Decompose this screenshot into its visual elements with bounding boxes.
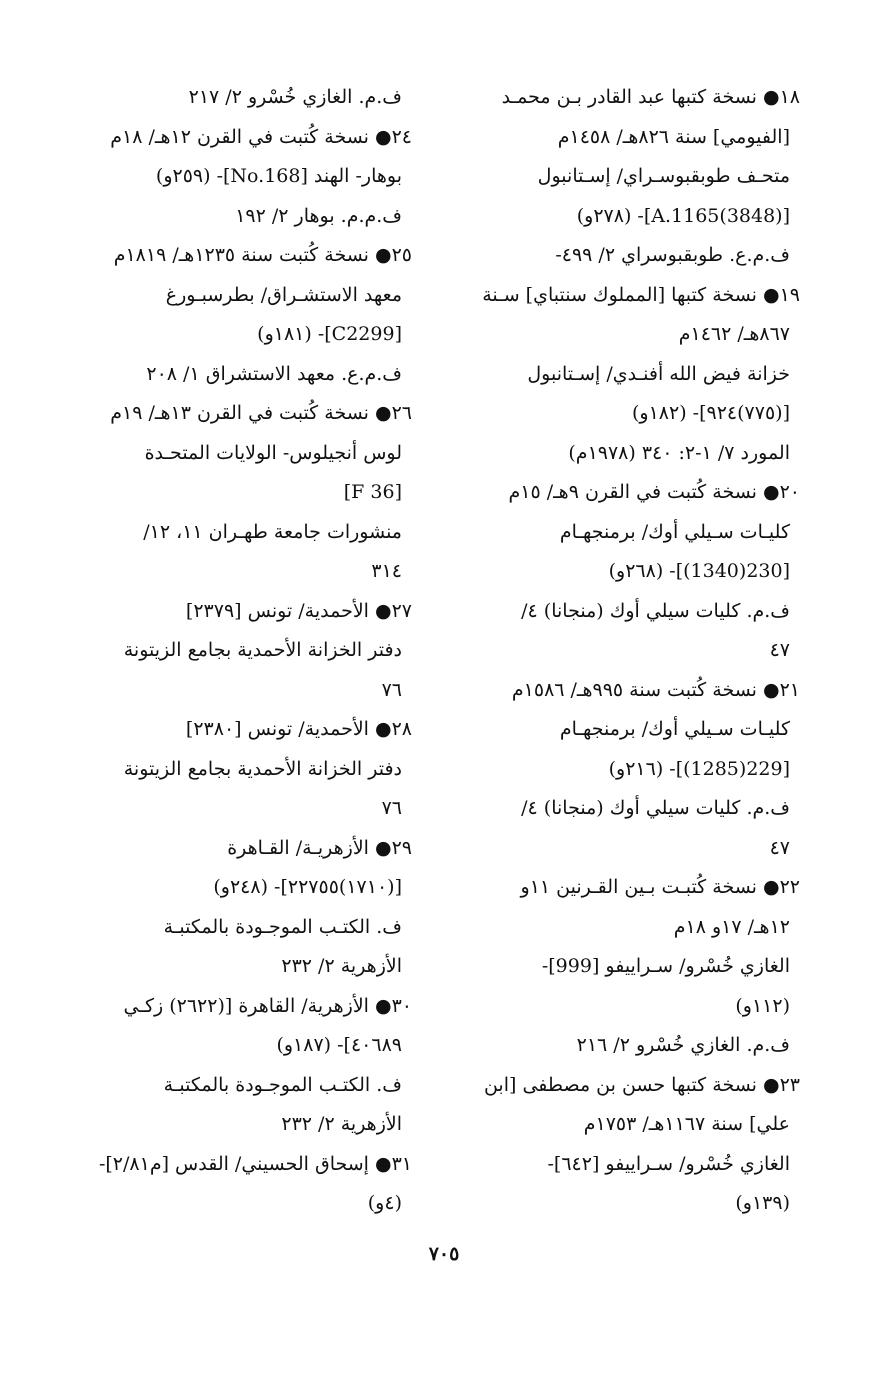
entry-line: الأزهرية ٢/ ٢٣٢ <box>281 955 402 977</box>
entry-line: ٤٧ <box>769 836 790 859</box>
entry-line: ٤٠٦٨٩]- (١٨٧و) <box>276 1034 402 1056</box>
entry-heading-line: ٢٠● نسخة كُتبت في القرن ٩هـ/ ١٥م <box>508 481 800 503</box>
right-column <box>455 78 800 1224</box>
entry-line: ف.م. الغازي خُسْرو ٢/ ٢١٧ <box>188 86 402 108</box>
entry-line: علي] سنة ١١٦٧هـ/ ١٧٥٣م <box>583 1113 790 1135</box>
entry-line: ٧٦ <box>381 678 402 701</box>
entry-line: متحـف طوبقبوسـراي/ إسـتانبول <box>537 165 790 187</box>
entry-heading-line: ٣٠● الأزهرية/ القاهرة [(٢٦٢٢) زكـي <box>123 994 412 1017</box>
entry-line: خزانة فيض الله أفنـدي/ إسـتانبول <box>527 362 790 385</box>
entry-heading-line: ٢٢● نسخة كُتبـت بـين القـرنين ١١و <box>520 876 800 898</box>
entry-heading-line: ٢٩● الأزهريـة/ القـاهرة <box>227 836 412 859</box>
entry-heading-line: ٣١● إسحاق الحسيني/ القدس [م٢/٨١]- <box>98 1152 412 1175</box>
entry-line: [C2299]- (١٨١و) <box>257 323 402 345</box>
entry-line: منشورات جامعة طهـران ١١، ١٢/ <box>143 520 402 543</box>
entry-heading-line: ١٨● نسخة كتبها عبد القادر بـن محمـد <box>501 86 800 108</box>
entry-line: ٧٦ <box>381 797 402 819</box>
entry-line: ف.م. الغازي خُسْرو ٢/ ٢١٦ <box>576 1034 790 1056</box>
entry-line: ف.م. كليات سيلي أوك (منجانا) ٤/ <box>521 797 790 819</box>
entry-heading-line: ٢١● نسخة كُتبت سنة ٩٩٥هـ/ ١٥٨٦م <box>511 678 800 701</box>
entry-line: ف.م.م. بوهار ٢/ ١٩٢ <box>235 204 402 227</box>
entry-line: دفتر الخزانة الأحمدية بجامع الزيتونة <box>123 639 402 661</box>
entry-line: ف.م.ع. معهد الاستشراق ١/ ٢٠٨ <box>146 362 402 385</box>
entry-line: ف.م.ع. طوبقبوسراي ٢/ ٤٩٩- <box>555 244 790 266</box>
entry-line: المورد ٧/ ١-٢: ٣٤٠ (١٩٧٨م) <box>568 441 790 464</box>
entry-line: الغازي خُسْرو/ سـراييفو [٦٤٢]- <box>547 1152 790 1175</box>
entry-line: [229(1285)]- (٢١٦و) <box>608 757 790 780</box>
entry-line: [الفيومي] سنة ٨٢٦هـ/ ١٤٥٨م <box>557 125 790 148</box>
entry-heading-line: ٢٣● نسخة كتبها حسن بن مصطفى [ابن <box>483 1073 800 1096</box>
entry-line: لوس أنجيلوس- الولايات المتحـدة <box>144 441 402 464</box>
entry-line: [230(1340)]- (٢٦٨و) <box>608 560 790 582</box>
entry-heading-line: ٢٨● الأحمدية/ تونس [٢٣٨٠] <box>185 718 412 740</box>
entry-line: (١٣٩و) <box>735 1192 790 1214</box>
entry-line: ٤٧ <box>769 639 790 661</box>
entry-line: [(3848)A.1165]- (٢٧٨و) <box>576 204 790 227</box>
entry-line: [(١٧١٠)٢٢٧٥٥]- (٢٤٨و) <box>213 876 402 898</box>
page-number: ٧٠٥ <box>428 1243 460 1265</box>
entry-line: (١١٢و) <box>735 994 790 1017</box>
entry-line: [(٧٧٥)٩٢٤]- (١٨٢و) <box>631 402 790 424</box>
entry-line: دفتر الخزانة الأحمدية بجامع الزيتونة <box>123 757 402 780</box>
entry-line: كليـات سـيلي أوك/ برمنجهـام <box>559 520 790 543</box>
entry-line: ٨٦٧هـ/ ١٤٦٢م <box>678 323 790 345</box>
entry-line: الأزهرية ٢/ ٢٣٢ <box>281 1113 402 1135</box>
entry-line: بوهار- الهند [No.168]- (٢٥٩و) <box>155 165 402 187</box>
entry-heading-line: ١٩● نسخة كتبها [المملوك سنتباي] سـنة <box>482 283 800 306</box>
entry-line: [F 36] <box>343 481 402 503</box>
entry-line: ف. الكتـب الموجـودة بالمكتبـة <box>163 1073 402 1096</box>
entry-heading-line: ٢٤● نسخة كُتبت في القرن ١٢هـ/ ١٨م <box>110 125 412 148</box>
left-column <box>72 78 412 1224</box>
entry-line: ٣١٤ <box>371 560 402 582</box>
entry-line: (٤و) <box>367 1192 402 1214</box>
entry-line: ف.م. كليات سيلي أوك (منجانا) ٤/ <box>521 599 790 622</box>
entry-line: الغازي خُسْرو/ سـراييفو [999]- <box>541 955 790 977</box>
entry-line: ف. الكتـب الموجـودة بالمكتبـة <box>163 915 402 938</box>
entry-line: ١٢هـ/ ١٧و ١٨م <box>673 915 790 938</box>
entry-line: كليـات سـيلي أوك/ برمنجهـام <box>559 718 790 740</box>
entry-heading-line: ٢٧● الأحمدية/ تونس [٢٣٧٩] <box>185 599 412 622</box>
entry-heading-line: ٢٦● نسخة كُتبت في القرن ١٣هـ/ ١٩م <box>110 402 412 424</box>
entry-line: معهد الاستشـراق/ بطرسبـورغ <box>165 283 402 306</box>
entry-heading-line: ٢٥● نسخة كُتبت سنة ١٢٣٥هـ/ ١٨١٩م <box>113 244 412 266</box>
